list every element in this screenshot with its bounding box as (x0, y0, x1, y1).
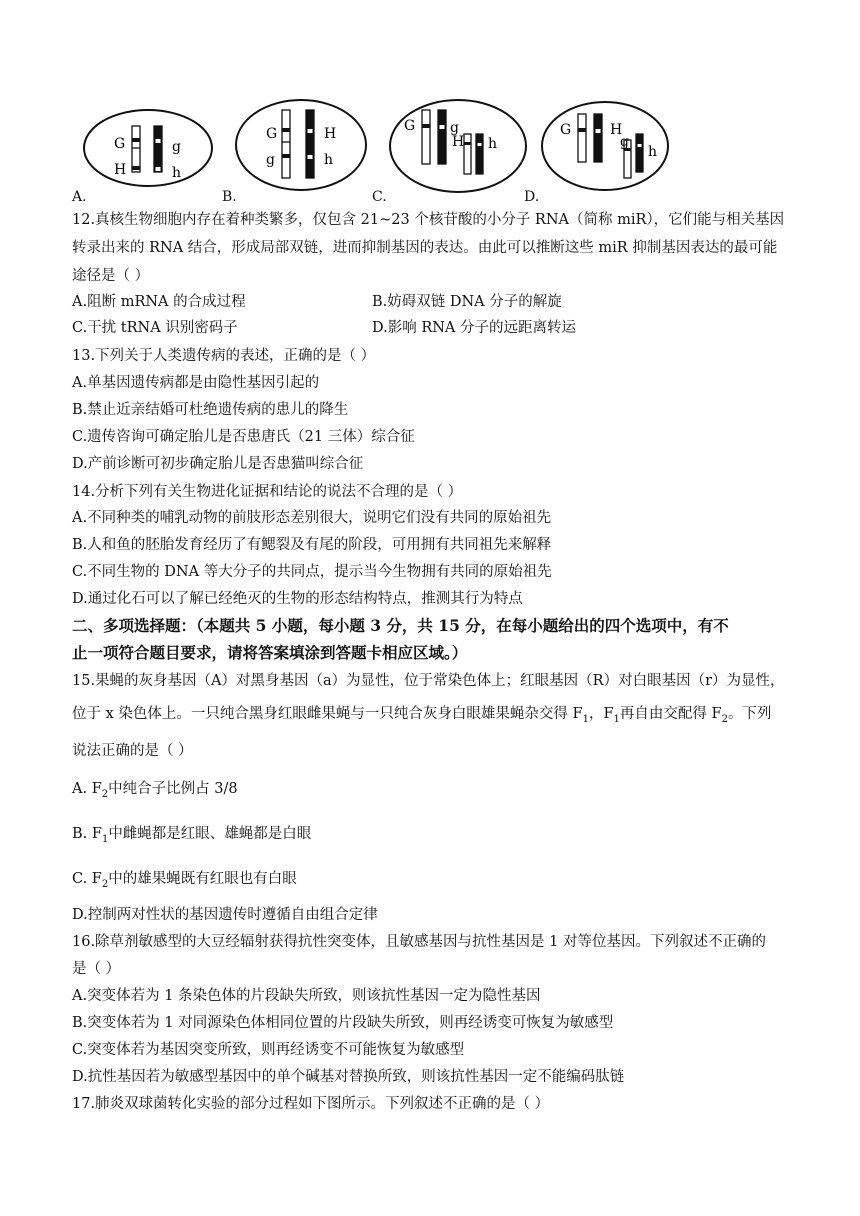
gene-label: H (610, 122, 623, 138)
q12-stem-line3: 途径是（ ） (72, 268, 150, 284)
q16-option-b[interactable]: B.突变体若为 1 对同源染色体相同位置的片段缺失所致，则再经诱变可恢复为敏感型 (72, 1015, 614, 1031)
q12-option-b[interactable]: B.妨碍双链 DNA 分子的解旋 (372, 294, 562, 310)
q15-option-b[interactable] (72, 824, 311, 850)
q14-stem: 14.分析下列有关生物进化证据和结论的说法不合理的是（ ） (72, 484, 463, 500)
gene-label: G (404, 118, 416, 134)
subscript: 2 (101, 788, 109, 800)
cell-diagram-b (234, 98, 368, 192)
gene-label: G (560, 122, 572, 138)
q17-stem: 17.肺炎双球菌转化实验的部分过程如下图所示。下列叙述不正确的是（ ） (72, 1096, 550, 1112)
q13-option-a[interactable]: A.单基因遗传病都是由隐性基因引起的 (72, 375, 320, 391)
q12-option-d[interactable]: D.影响 RNA 分子的远距离转运 (372, 320, 577, 336)
option-label-c[interactable]: C. (372, 189, 387, 205)
option-label-d[interactable]: D. (524, 189, 540, 205)
gene-label: G (114, 136, 126, 152)
gene-label: H (452, 134, 465, 150)
q13-option-c[interactable]: C.遗传咨询可确定胎儿是否患唐氏（21 三体）综合征 (72, 429, 415, 445)
gene-label: h (172, 165, 182, 181)
q15-option-text: C. F (72, 871, 102, 887)
q16-stem-line1: 16.除草剂敏感型的大豆经辐射获得抗性突变体，且敏感基因与抗性基因是 1 对等位基因。下列叙述不正确的 (72, 934, 766, 950)
q15-stem-text: 。下列 (727, 706, 772, 722)
q12-stem-line1: 12.真核生物细胞内存在着种类繁多，仅包含 21~23 个核苷酸的小分子 RNA（简称 miR），它们能与相关基因 (72, 212, 785, 228)
gene-label: g (172, 139, 181, 155)
gene-label: g (620, 134, 629, 150)
q13-option-d[interactable]: D.产前诊断可初步确定胎儿是否患猫叫综合征 (72, 456, 364, 472)
q15-stem-text: 再自由交配得 F (619, 706, 722, 722)
q15-stem-line3: 说法正确的是（ ） (72, 743, 193, 759)
q14-option-b[interactable]: B.人和鱼的胚胎发育经历了有鳃裂及有尾的阶段，可用拥有共同祖先来解释 (72, 537, 552, 553)
q15-option-text: B. F (72, 826, 102, 842)
option-label-b[interactable]: B. (222, 189, 237, 205)
subscript: 2 (101, 878, 109, 890)
q15-stem-text: 位于 x 染色体上。一只纯合黑身红眼雌果蝇与一只纯合灰身白眼雄果蝇杂交得 F (72, 706, 583, 722)
q12-option-a[interactable]: A.阻断 mRNA 的合成过程 (72, 294, 246, 310)
gene-label: h (488, 136, 498, 152)
subscript: 2 (721, 713, 728, 725)
subscript: 1 (613, 713, 620, 725)
gene-label: G (266, 126, 278, 142)
q16-stem-line2: 是（ ） (72, 961, 121, 977)
cell-figure (0, 0, 860, 210)
q12-option-c[interactable]: C.干扰 tRNA 识别密码子 (72, 320, 238, 336)
q13-option-b[interactable]: B.禁止近亲结婚可杜绝遗传病的患儿的降生 (72, 402, 349, 418)
gene-label: g (266, 152, 275, 168)
q16-option-d[interactable]: D.抗性基因若为敏感型基因中的单个碱基对替换所致，则该抗性基因一定不能编码肽链 (72, 1069, 625, 1085)
q15-stem-text: ，F (588, 706, 614, 722)
section2-heading-line1: 二、多项选择题：（本题共 5 小题，每小题 3 分，共 15 分，在每小题给出的四个选项中，有不 (72, 616, 729, 635)
cell-diagram-c (388, 98, 528, 194)
q15-option-text: A. F (72, 781, 102, 797)
q15-option-a[interactable] (72, 779, 238, 805)
gene-label: h (324, 152, 334, 168)
q13-stem: 13.下列关于人类遗传病的表述，正确的是（ ） (72, 348, 376, 364)
gene-label: g (450, 120, 459, 136)
cell-diagram-a (82, 108, 214, 188)
q14-option-d[interactable]: D.通过化石可以了解已经绝灭的生物的形态结构特点，推测其行为特点 (72, 591, 523, 607)
q15-option-c[interactable] (72, 869, 297, 895)
q15-option-d[interactable]: D.控制两对性状的基因遗传时遵循自由组合定律 (72, 907, 378, 923)
subscript: 1 (582, 713, 589, 725)
q15-stem-line1: 15.果蝇的灰身基因（A）对黑身基因（a）为显性，位于常染色体上；红眼基因（R）对白眼基因（r）为显性， (72, 673, 785, 689)
gene-label: H (114, 162, 127, 178)
q15-option-text: 中雌蝇都是红眼、雄蝇都是白眼 (108, 826, 312, 842)
q14-option-c[interactable]: C.不同生物的 DNA 等大分子的共同点，提示当今生物拥有共同的原始祖先 (72, 564, 552, 580)
q15-option-text: 中纯合子比例占 3/8 (108, 781, 238, 797)
option-label-a[interactable]: A. (72, 189, 87, 205)
section2-heading-line2: 止一项符合题目要求，请将答案填涂到答题卡相应区域。） (72, 643, 468, 662)
q15-stem-line2 (72, 704, 771, 730)
gene-label: h (648, 144, 658, 160)
subscript: 1 (101, 833, 109, 845)
gene-label: H (324, 126, 337, 142)
q14-option-a[interactable]: A.不同种类的哺乳动物的前肢形态差别很大，说明它们没有共同的原始祖先 (72, 510, 552, 526)
q15-option-text: 中的雄果蝇既有红眼也有白眼 (108, 871, 297, 887)
q16-option-a[interactable]: A.突变体若为 1 条染色体的片段缺失所致，则该抗性基因一定为隐性基因 (72, 988, 541, 1004)
q12-stem-line2: 转录出来的 RNA 结合，形成局部双链，进而抑制基因的表达。由此可以推断这些 miR 抑制基因表达的最可能 (72, 240, 778, 256)
cell-diagram-d (540, 100, 670, 192)
q16-option-c[interactable]: C.突变体若为基因突变所致，则再经诱变不可能恢复为敏感型 (72, 1042, 465, 1058)
